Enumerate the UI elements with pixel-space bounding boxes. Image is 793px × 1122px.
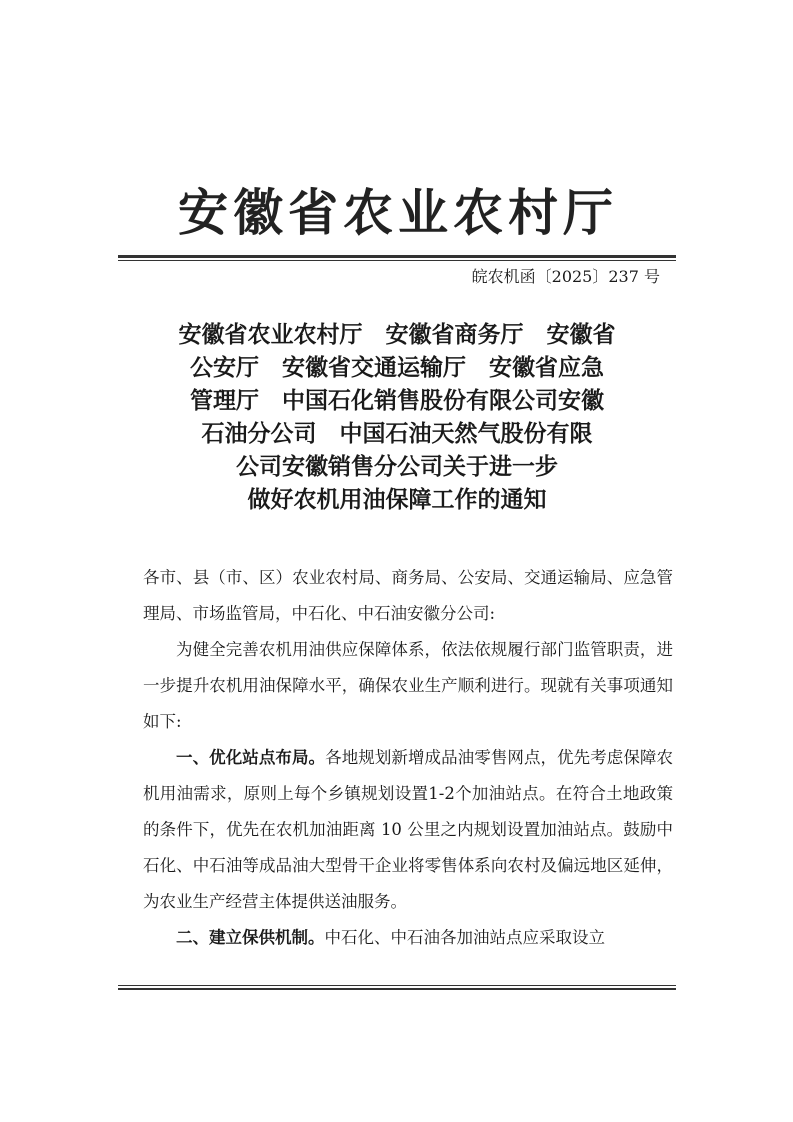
intro-paragraph: 为健全完善农机用油供应保障体系，依法依规履行部门监管职责，进一步提升农机用油保障水平，确保农业生产顺利进行。现就有关事项通知如下: (143, 640, 673, 731)
section-1-text: 各地规划新增成品油零售网点，优先考虑保障农机用油需求，原则上每个乡镇规划设置1-2个加油站点。在符合土地政策的条件下，优先在农机加油距离 10 公里之内规划设置加油站点。鼓励中石化、中石油等成品油大型骨干企业将零售体系向农村及偏远地区延伸，为农业生产经营主体提供送油服务。 (143, 748, 674, 911)
footer-rule-thick (118, 988, 676, 990)
footer-rule-thin (118, 985, 676, 986)
document-title (118, 318, 676, 516)
section-2-text: 中石化、中石油各加油站点应采取设立 (324, 928, 605, 947)
issuer-header: 安徽省农业农村厅 (178, 183, 618, 242)
document-body (143, 560, 673, 956)
section-1-heading: 一、优化站点布局。 (176, 748, 326, 767)
header-rule-thick (118, 255, 676, 258)
section-2-paragraph (143, 920, 673, 956)
recipients-paragraph: 各市、县（市、区）农业农村局、商务局、公安局、交通运输局、应急管理局、市场监管局，中石化、中石油安徽分公司: (143, 568, 673, 623)
title-line: 公司安徽销售分公司关于进一步 (236, 453, 558, 480)
title-line: 石油分公司 中国石油天然气股份有限 (201, 420, 593, 447)
section-1-paragraph (143, 740, 673, 920)
title-line: 公安厅 安徽省交通运输厅 安徽省应急 (190, 354, 604, 381)
title-line: 安徽省农业农村厅 安徽省商务厅 安徽省 (178, 321, 616, 348)
document-number: 皖农机函〔2025〕237 号 (471, 267, 660, 286)
title-line: 做好农机用油保障工作的通知 (247, 486, 547, 513)
section-2-heading: 二、建立保供机制。 (176, 928, 325, 947)
header-rule-thin (118, 260, 676, 261)
title-line: 管理厅 中国石化销售股份有限公司安徽 (190, 387, 604, 414)
